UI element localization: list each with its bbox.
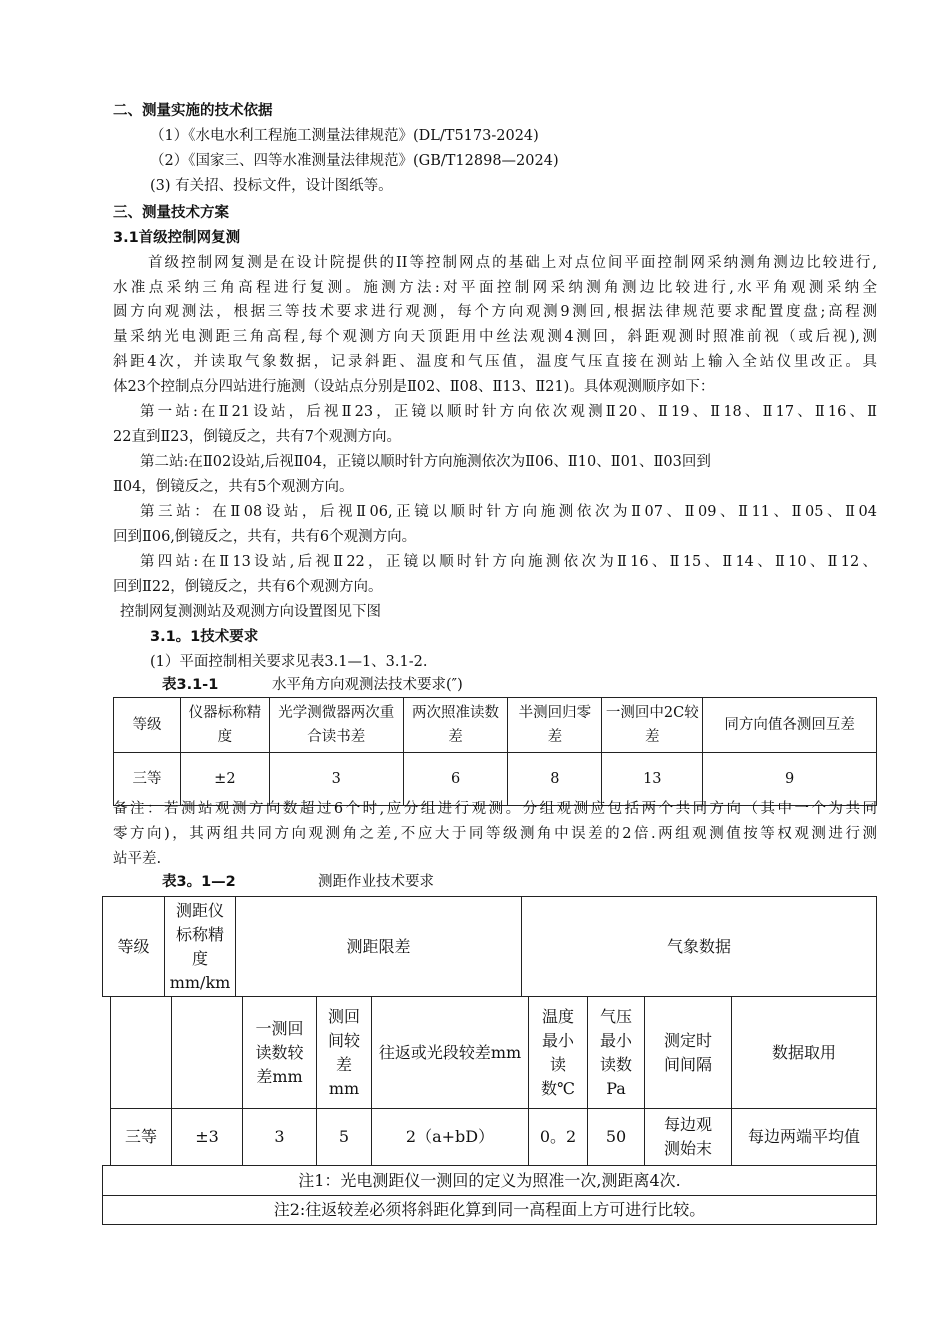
remark-line-2: 零方向)，其两组共同方向观测角之差,不应大于同等级测角中误差的2倍.两组观测值按等权观测进行测 (113, 826, 877, 842)
t2-cell-data-usage: 每边两端平均值 (731, 1108, 877, 1166)
t2-cell-pressure-min: 50 (587, 1108, 645, 1166)
station2-line2: Ⅱ04，倒镜反之，共有5个观测方向。 (113, 479, 354, 495)
station1-line2: 22直到Ⅱ23，倒镜反之，共有7个观测方向。 (113, 429, 401, 445)
t2-note-1: 注1：光电测距仪一测回的定义为照准一次,测距离4次. (102, 1165, 877, 1196)
t2-cell-grade: 三等 (110, 1108, 172, 1166)
t2-cell-interset-diff: 5 (316, 1108, 372, 1166)
section311-heading: 3.1。1技术要求 (150, 629, 259, 645)
t2-sub-reading-diff: 一测回读数较差mm (242, 996, 317, 1109)
section2-heading: 二、测量实施的技术依据 (113, 103, 273, 119)
table1-title: 水平角方向观测法技术要求(″) (272, 677, 463, 693)
header-cell: 同方向值各测回互差 (703, 698, 877, 753)
para-line-4: 量采纳光电测距三角高程,每个观测方向天顶距用中丝法观测4测回，斜距观测时照准前视（或后视),测 (113, 329, 877, 345)
t2-cell-reading-diff: 3 (242, 1108, 317, 1166)
para-line-1: 首级控制网复测是在设计院提供的II等控制网点的基础上对点位间平面控制网采纳测角测边比较进行, (148, 255, 877, 271)
table-header-row (114, 698, 877, 753)
figure-note: 控制网复测测站及观测方向设置图见下图 (120, 604, 381, 620)
table-cell: ±2 (180, 753, 269, 806)
table2-number: 表3。1—2 (162, 874, 236, 890)
t2-header-weather: 气象数据 (521, 896, 877, 997)
station3-line2: 回到Ⅱ06,倒镜反之，共有，共有6个观测方向。 (113, 529, 417, 545)
table-cell: 9 (703, 753, 877, 806)
header-cell: 两次照准读数差 (403, 698, 508, 753)
section3-heading: 三、测量技术方案 (113, 205, 229, 221)
table-cell: 6 (403, 753, 508, 806)
basis-item-2: （2）《国家三、四等水准测量法律规范》(GB/T12898—2024) (150, 153, 559, 169)
t2-cell-precision: ±3 (171, 1108, 243, 1166)
t2-cell-interval: 每边观测始末 (644, 1108, 732, 1166)
header-cell: 一测回中2C较差 (602, 698, 703, 753)
t2-header-grade: 等级 (102, 896, 165, 997)
station2-line1: 第二站:在Ⅱ02设站,后视Ⅱ04，正镜以顺时针方向施测依次为Ⅱ06、Ⅱ10、Ⅱ01、Ⅱ03回到 (140, 454, 711, 470)
t2-sub-data-usage: 数据取用 (731, 996, 877, 1109)
t2-header-precision: 测距仪标称精度mm/km (164, 896, 236, 997)
t2-header-ranging-limit: 测距限差 (235, 896, 522, 997)
station1-line1: 第一站:在Ⅱ21设站，后视Ⅱ23，正镜以顺时针方向依次观测Ⅱ20、Ⅱ19、Ⅱ18、Ⅱ17、Ⅱ16、Ⅱ (140, 404, 877, 420)
t2-note-2: 注2:往返较差必须将斜距化算到同一高程面上方可进行比较。 (102, 1195, 877, 1225)
requirement-1: (1）平面控制相关要求见表3.1—1、3.1-2. (150, 654, 428, 670)
basis-item-1: （1）《水电水利工程施工测量法律规范》(DL/T5173-2024) (150, 128, 539, 144)
table-cell: 3 (269, 753, 403, 806)
t2-sub-interval: 测定时间间隔 (644, 996, 732, 1109)
basis-item-3: (3) 有关招、投标文件，设计图纸等。 (150, 178, 393, 194)
para-line-3: 圆方向观测法，根据三等技术要求进行观测，每个方向观测9测回,根据法律规范要求配置度盘;高程测 (113, 304, 877, 320)
table-cell: 8 (508, 753, 602, 806)
table1-number: 表3.1-1 (162, 677, 219, 693)
para-line-5: 斜距4次，并读取气象数据，记录斜距、温度和气压值，温度气压直接在测站上输入全站仪里改正。具 (113, 354, 877, 370)
remark-line-3: 站平差. (113, 851, 162, 867)
para-line-2: 水准点采纳三角高程进行复测。施测方法:对平面控制网采纳测角测边比较进行,水平角观测采纳全 (113, 280, 877, 296)
remark-line-1: 备注：若测站观测方向数超过6个时,应分组进行观测。分组观测应包括两个共同方向（其中一个为共同 (113, 801, 877, 817)
t2-sub-empty-2 (171, 996, 243, 1109)
station4-line2: 回到Ⅱ22，倒镜反之，共有6个观测方向。 (113, 579, 383, 595)
t2-sub-empty-1 (110, 996, 172, 1109)
header-cell: 光学测微器两次重合读书差 (269, 698, 403, 753)
table-cell: 13 (602, 753, 703, 806)
table2-title: 测距作业技术要求 (318, 874, 434, 890)
t2-cell-temp-min: 0。2 (528, 1108, 588, 1166)
t2-sub-roundtrip-diff: 往返或光段较差mm (371, 996, 529, 1109)
station4-line1: 第四站:在Ⅱ13设站,后视Ⅱ22，正镜以顺时针方向施测依次为Ⅱ16、Ⅱ15、Ⅱ14、Ⅱ10、Ⅱ12、 (140, 554, 877, 570)
table-horizontal-angle (113, 697, 877, 806)
t2-sub-pressure-min: 气压最小读数Pa (587, 996, 645, 1109)
header-cell: 半测回归零差 (508, 698, 602, 753)
t2-sub-interset-diff: 测回间较差mm (316, 996, 372, 1109)
t2-cell-roundtrip-diff: 2（a+bD） (371, 1108, 529, 1166)
t2-sub-temp-min: 温度最小读数℃ (528, 996, 588, 1109)
header-cell: 仪器标称精度 (180, 698, 269, 753)
table-row (114, 753, 877, 806)
table-cell: 三等 (114, 753, 181, 806)
section31-heading: 3.1首级控制网复测 (113, 230, 241, 246)
header-cell: 等级 (114, 698, 181, 753)
station3-line1: 第三站：在Ⅱ08设站，后视Ⅱ06,正镜以顺时针方向施测依次为Ⅱ07、Ⅱ09、Ⅱ11、Ⅱ05、Ⅱ04 (140, 504, 877, 520)
para-line-6: 体23个控制点分四站进行施测（设站点分别是Ⅱ02、Ⅱ08、Ⅱ13、Ⅱ21)。具体观测顺序如下： (113, 379, 715, 395)
